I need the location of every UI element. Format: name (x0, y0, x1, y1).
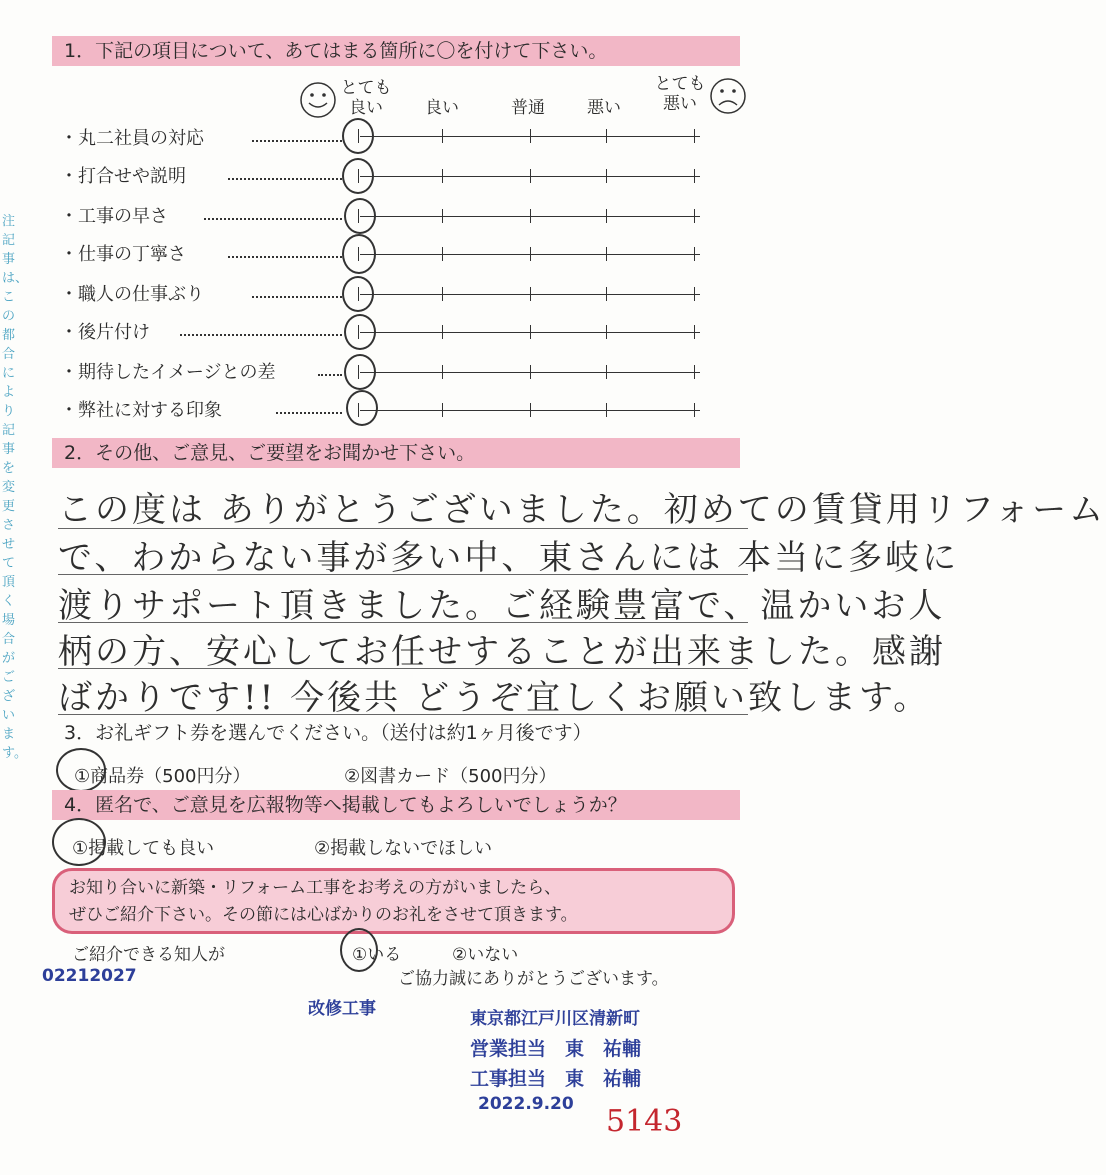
scale-tick (606, 129, 607, 143)
scale-tick (442, 169, 443, 183)
scale-tick (442, 403, 443, 417)
address: 東京都江戸川区清新町 (470, 1009, 640, 1029)
handwritten-line: ばかりです!! 今後共 どうぞ宜しくお願い致します。 (58, 678, 931, 718)
question-1-heading: 1．下記の項目について、あてはまる箇所に〇を付けて下さい。 (52, 36, 740, 66)
selection-circle (342, 158, 374, 194)
item-label: ・職人の仕事ぶり (60, 284, 204, 305)
construction-rep: 工事担当 東 祐輔 (470, 1068, 642, 1090)
publish-option-1: ①掲載しても良い (72, 838, 215, 859)
scale-tick (442, 247, 443, 261)
referral-line-1: お知り合いに新築・リフォーム工事をお考えの方がいましたら、 (69, 878, 562, 898)
question-3-heading: 3．お礼ギフト券を選んでください。（送付は約1ヶ月後です） (64, 722, 592, 744)
scale-tick (530, 287, 531, 301)
scale-bad: 悪い (587, 98, 621, 118)
publish-option-2: ②掲載しないでほしい (314, 838, 493, 859)
scale-tick (694, 129, 695, 143)
referral-box (52, 868, 735, 934)
referral-prompt: ご紹介できる知人が (72, 945, 225, 965)
form-date: 2022.9.20 (478, 1094, 574, 1114)
item-label: ・打合せや説明 (60, 166, 186, 187)
selection-circle (344, 354, 376, 390)
gift-option-2: ②図書カード（500円分） (344, 766, 557, 787)
sales-rep: 営業担当 東 祐輔 (470, 1038, 642, 1060)
scale-tick (606, 325, 607, 339)
record-number: 5143 (606, 1104, 683, 1139)
thanks-text: ご協力誠にありがとうございます。 (398, 969, 669, 989)
scale-tick (442, 287, 443, 301)
scale-tick (694, 403, 695, 417)
item-label: ・期待したイメージとの差 (60, 362, 276, 383)
scale-tick (694, 247, 695, 261)
scale-tick (606, 403, 607, 417)
frown-icon (708, 76, 748, 116)
scale-tick (442, 325, 443, 339)
selection-circle (342, 234, 376, 274)
referral-yes: ①いる (352, 945, 402, 965)
item-label: ・工事の早さ (60, 206, 168, 227)
handwritten-line: 柄の方、安心してお任せすることが出来ました。感謝 (58, 632, 946, 672)
scale-tick (606, 247, 607, 261)
scale-tick (530, 403, 531, 417)
question-4-heading: 4．匿名で、ご意見を広報物等へ掲載してもよろしいでしょうか？ (52, 790, 740, 820)
work-type: 改修工事 (308, 999, 376, 1019)
scale-tick (606, 365, 607, 379)
item-label: ・弊社に対する印象 (60, 400, 222, 421)
scale-tick (530, 169, 531, 183)
selection-circle (342, 118, 374, 154)
scale-tick (530, 247, 531, 261)
selection-circle (344, 314, 376, 350)
question-2-heading: 2．その他、ご意見、ご要望をお聞かせ下さい。 (52, 438, 740, 468)
scale-tick (606, 169, 607, 183)
scale-tick (694, 287, 695, 301)
side-note-text: 注記事は、この都合により記事を変更させて頂く場合がございます。 (2, 214, 29, 761)
referral-line-2: ぜひご紹介下さい。その節には心ばかりのお礼をさせて頂きます。 (69, 905, 578, 925)
scale-tick (442, 209, 443, 223)
selection-circle (340, 928, 378, 972)
scale-tick (606, 287, 607, 301)
item-label: ・仕事の丁寧さ (60, 244, 186, 265)
scale-tick (442, 365, 443, 379)
handwritten-line: で、わからない事が多い中、東さんには 本当に多岐に (58, 538, 960, 578)
form-code: 02212027 (42, 966, 137, 986)
scale-tick (694, 325, 695, 339)
handwritten-line: この度は ありがとうございました。初めての賃貸用リフォーム (58, 490, 1106, 530)
item-label: ・後片付け (60, 322, 150, 343)
item-label: ・丸二社員の対応 (60, 128, 204, 149)
scale-tick (530, 325, 531, 339)
scale-tick (530, 365, 531, 379)
referral-no: ②いない (452, 945, 519, 965)
selection-circle (52, 818, 106, 866)
scale-tick (694, 209, 695, 223)
scale-tick (606, 209, 607, 223)
selection-circle (346, 390, 378, 426)
scale-tick (442, 129, 443, 143)
selection-circle (342, 276, 374, 312)
gift-option-1: ①商品券（500円分） (74, 766, 251, 787)
scale-tick (530, 129, 531, 143)
handwritten-line: 渡りサポート頂きました。ご経験豊富で、温かいお人 (58, 586, 946, 626)
scale-very-bad: とても 悪い (654, 74, 706, 114)
scale-tick (530, 209, 531, 223)
scale-tick (694, 169, 695, 183)
selection-circle (344, 198, 376, 234)
smile-icon (298, 80, 338, 120)
scale-good: 良い (425, 98, 459, 118)
selection-circle (56, 748, 106, 792)
scale-average: 普通 (511, 98, 545, 118)
scale-very-good: とても 良い (340, 78, 392, 118)
scale-tick (694, 365, 695, 379)
